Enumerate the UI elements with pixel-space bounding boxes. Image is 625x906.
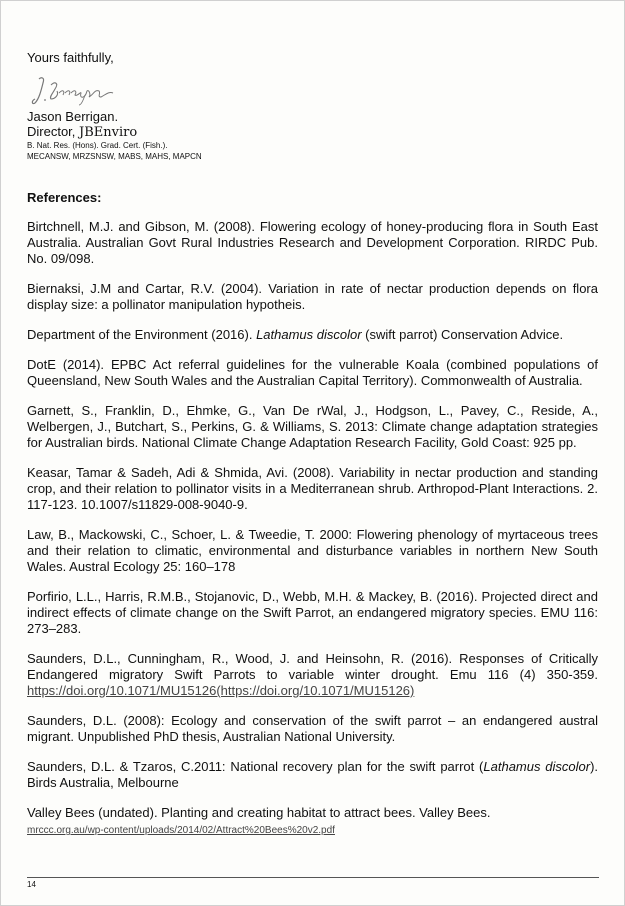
footer-divider: [27, 877, 599, 878]
reference-saunders-2011-text: Saunders, D.L. & Tzaros, C.2011: National recovery plan for the swift parrot (: [27, 759, 484, 774]
signer-title: [27, 124, 598, 140]
reference-law: Law, B., Mackowski, C., Schoer, L. & Tweedie, T. 2000: Flowering phenology of myrtaceous trees and their relation to climatic, environmental and disturbance variables in northern New South Wales. Austral Ecology 25: 160–178: [27, 527, 598, 574]
signer-memberships: MECANSW, MRZSNSW, MABS, MAHS, MAPCN: [27, 152, 202, 161]
valley-bees-link[interactable]: mrccc.org.au/wp-content/uploads/2014/02/Attract%20Bees%20v2.pdf: [27, 825, 335, 836]
signer-name: Jason Berrigan.: [27, 109, 119, 124]
reference-saunders-2016: [27, 651, 598, 699]
reference-saunders-2011-species: Lathamus discolor: [483, 759, 591, 774]
doi-link[interactable]: https://doi.org/10.1071/MU15126(https://doi.org/10.1071/MU15126): [27, 683, 415, 698]
reference-biernaksi: Biernaksi, J.M and Cartar, R.V. (2004). Variation in rate of nectar production depends on flora display size: a pollinator manipulation hypotheis.: [27, 281, 598, 312]
reference-saunders-2016-text: Saunders, D.L., Cunningham, R., Wood, J. and Heinsohn, R. (2016). Responses of Critically Endangered migratory Swift Parrots to variable winter drought. Emu 116 (4) 350-359.: [27, 651, 598, 682]
references-heading: References:: [27, 190, 102, 205]
reference-dote: DotE (2014). EPBC Act referral guidelines for the vulnerable Koala (combined populations of Queensland, New South Wales and the Australian Capital Territory). Commonwealth of Australia.: [27, 357, 598, 388]
reference-doe-2016: [27, 327, 598, 343]
handwritten-signature: [29, 73, 598, 109]
reference-garnett: Garnett, S., Franklin, D., Ehmke, G., Van De rWal, J., Hodgson, L., Pavey, C., Reside, A., Welbergen, J., Butchart, S., Perkins, G. & Williams, S. 2013: Climate change adaptation strategies for Australian birds. National Climate Change Adaptation Research Facility, Gold Coast: 925 pp.: [27, 403, 598, 450]
closing-salutation: Yours faithfully,: [27, 50, 114, 65]
reference-valley-bees-text: Valley Bees (undated). Planting and creating habitat to attract bees. Valley Bees.: [27, 805, 491, 820]
reference-keasar: Keasar, Tamar & Sadeh, Adi & Shmida, Avi. (2008). Variability in nectar production and standing crop, and their relation to pollinator visits in a Mediterranean shrub. Arthropod-Plant Interactions. 2. 117-123. 10.1007/s11829-008-9040-9.: [27, 465, 598, 512]
reference-doe-text: Department of the Environment (2016).: [27, 327, 257, 342]
company-name: JBEnviro: [79, 125, 138, 140]
reference-valley-bees: [27, 805, 598, 837]
signer-title-prefix: Director,: [27, 124, 80, 139]
reference-porfirio: Porfirio, L.L., Harris, R.M.B., Stojanovic, D., Webb, M.H. & Mackey, B. (2016). Projected direct and indirect effects of climate change on the Swift Parrot, an endangered migratory species. EMU 116: 273–283.: [27, 589, 598, 636]
reference-saunders-2011-suffix: ). Birds Australia, Melbourne: [27, 759, 599, 790]
signer-qualifications: B. Nat. Res. (Hons). Grad. Cert. (Fish.).: [27, 141, 168, 150]
reference-saunders-2011: [27, 759, 598, 791]
reference-saunders-2008: Saunders, D.L. (2008): Ecology and conservation of the swift parrot – an endangered austral migrant. Unpublished PhD thesis, Australian National University.: [27, 713, 598, 744]
reference-doe-species: Lathamus discolor: [256, 327, 362, 342]
page-number: 14: [27, 880, 36, 889]
reference-doe-suffix: (swift parrot) Conservation Advice.: [361, 327, 564, 342]
reference-birtchnell: Birtchnell, M.J. and Gibson, M. (2008). Flowering ecology of honey-producing flora in South East Australia. Australian Govt Rural Industries Research and Development Corporation. RIRDC Pub. No. 09/098.: [27, 219, 598, 266]
document-body: [27, 50, 598, 837]
